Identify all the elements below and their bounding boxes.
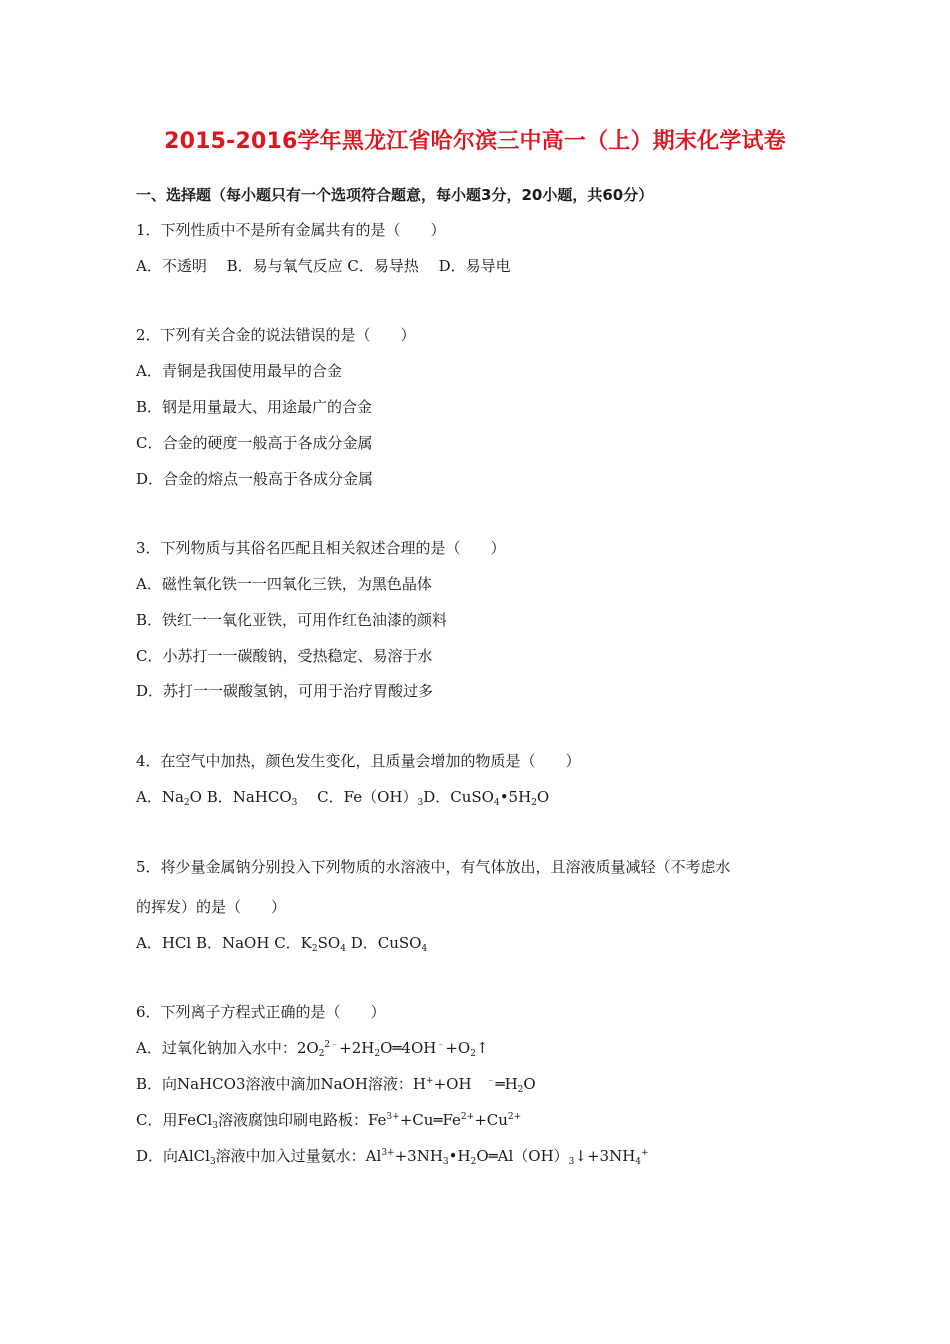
q6-option-a: A．过氧化钠加入水中：$2O_2^{2﹣}+2H_2O═4OH^﹣+O_2↑$ — [136, 1039, 489, 1059]
q2-option-b: B．钢是用量最大、用途最广的合金 — [136, 398, 373, 416]
q2-stem: 2．下列有关合金的说法错误的是（ ） — [136, 326, 416, 344]
q2-option-c: C．合金的硬度一般高于各成分金属 — [136, 434, 373, 452]
q5-options: A．HCl B．NaOH C．$K_2SO_4$ D．CuSO$_4$ — [136, 934, 428, 954]
q3-option-c: C．小苏打一一碳酸钠，受热稳定、易溶于水 — [136, 647, 433, 665]
section-heading: 一、选择题（每小题只有一个选项符合题意，每小题3分，20小题，共60分） — [136, 186, 654, 204]
q4-options: A．$Na_2O$ B．NaHCO$_3$ C．$Fe(OH)_3D$．$CuSO_4•5H_2O$ — [136, 788, 550, 808]
q3-stem: 3．下列物质与其俗名匹配且相关叙述合理的是（ ） — [136, 539, 506, 557]
q6-stem: 6．下列离子方程式正确的是（ ） — [136, 1003, 386, 1021]
q3-option-d: D．苏打一一碳酸氢钠，可用于治疗胃酸过多 — [136, 682, 434, 700]
q1-options: A．不透明 B．易与氧气反应 C．易导热 D．易导电 — [136, 257, 511, 275]
q6-option-c: C．用FeCl$_3$溶液腐蚀印刷电路板：$Fe^{3+}+Cu═Fe^{2+}+Cu^{2+}$ — [136, 1111, 522, 1131]
page-title: 2015-2016学年黑龙江省哈尔滨三中高一（上）期末化学试卷 — [164, 129, 786, 154]
q6-option-d: D．向AlCl$_3$溶液中加入过量氨水：$Al^{3+}+3NH_3•H_2O═Al(OH)_3↓+3NH_4^+$ — [136, 1147, 649, 1167]
q4-stem: 4．在空气中加热，颜色发生变化，且质量会增加的物质是（ ） — [136, 752, 581, 770]
q1-stem: 1．下列性质中不是所有金属共有的是（ ） — [136, 221, 446, 239]
q3-option-a: A．磁性氧化铁一一四氧化三铁，为黑色晶体 — [136, 575, 432, 593]
q6-option-b: B．向NaHCO3溶液中滴加NaOH溶液：H++OH $^﹣═H_2O$ — [136, 1075, 536, 1095]
q2-option-d: D．合金的熔点一般高于各成分金属 — [136, 470, 374, 488]
q2-option-a: A．青铜是我国使用最早的合金 — [136, 362, 342, 380]
q5-stem-line1: 5．将少量金属钠分别投入下列物质的水溶液中，有气体放出，且溶液质量减轻（不考虑水 — [136, 858, 731, 876]
q5-stem-line2: 的挥发）的是（ ） — [136, 898, 287, 916]
q3-option-b: B．铁红一一氧化亚铁，可用作红色油漆的颜料 — [136, 611, 448, 629]
